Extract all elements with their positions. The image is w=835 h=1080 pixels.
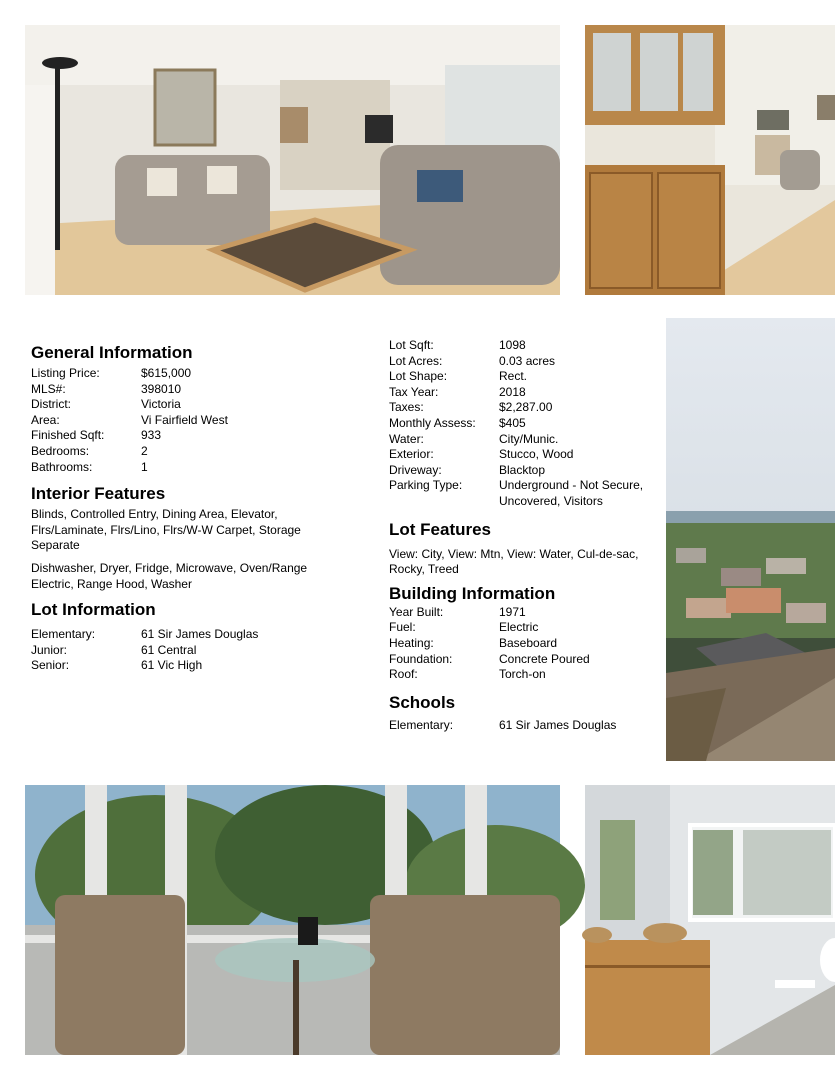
info-label: Bedrooms: bbox=[31, 443, 90, 458]
lot-information-heading: Lot Information bbox=[31, 600, 156, 620]
building-information-list bbox=[389, 605, 654, 683]
info-row bbox=[31, 444, 331, 460]
lot-row bbox=[389, 400, 654, 416]
building-label: Foundation: bbox=[389, 651, 453, 666]
info-value: Victoria bbox=[141, 397, 181, 412]
general-information-list bbox=[31, 366, 331, 475]
school-row bbox=[389, 718, 654, 734]
building-value: Electric bbox=[499, 620, 539, 635]
lot-value: $405 bbox=[499, 415, 526, 430]
info-value: 398010 bbox=[141, 381, 182, 396]
info-value: $615,000 bbox=[141, 366, 192, 380]
info-row bbox=[31, 460, 331, 476]
lot-label: Driveway: bbox=[389, 462, 442, 477]
lot-details-list bbox=[389, 338, 654, 510]
right-column bbox=[389, 338, 654, 732]
school-row bbox=[31, 643, 331, 659]
building-value: Concrete Poured bbox=[499, 651, 590, 666]
building-value: Torch-on bbox=[499, 667, 546, 682]
lot-label: Lot Shape: bbox=[389, 369, 448, 384]
building-value: Baseboard bbox=[499, 635, 558, 650]
lot-value: 1098 bbox=[499, 338, 526, 352]
interior-features-heading: Interior Features bbox=[31, 484, 166, 504]
lot-value: Underground - Not Secure, Uncovered, Visitors bbox=[499, 478, 644, 508]
building-value: 1971 bbox=[499, 604, 526, 619]
lot-row bbox=[389, 385, 654, 401]
info-label: Bathrooms: bbox=[31, 459, 93, 474]
lot-value: Rect. bbox=[499, 369, 528, 384]
school-value: 61 Sir James Douglas bbox=[141, 627, 259, 642]
school-label: Elementary: bbox=[389, 717, 454, 732]
lot-row bbox=[389, 447, 654, 463]
lot-value: Blacktop bbox=[499, 462, 546, 477]
school-row bbox=[31, 658, 331, 674]
info-label: District: bbox=[31, 397, 71, 412]
school-row bbox=[31, 627, 331, 643]
building-row bbox=[389, 652, 654, 668]
info-value: 933 bbox=[141, 428, 162, 443]
living-room-photo bbox=[25, 25, 560, 295]
lot-value: 2018 bbox=[499, 384, 526, 399]
info-row bbox=[31, 397, 331, 413]
lot-row bbox=[389, 463, 654, 479]
info-label: MLS#: bbox=[31, 381, 66, 396]
lot-value: City/Munic. bbox=[499, 431, 559, 446]
general-information-heading: General Information bbox=[31, 343, 193, 362]
left-column bbox=[31, 343, 331, 674]
lot-label: Exterior: bbox=[389, 447, 434, 462]
lot-label: Water: bbox=[389, 431, 424, 446]
dining-cabinet-photo bbox=[585, 25, 835, 295]
lot-features-text: View: City, View: Mtn, View: Water, Cul-de-sac, Rocky, Treed bbox=[389, 546, 639, 577]
school-label: Senior: bbox=[31, 658, 70, 673]
schools-list bbox=[389, 718, 654, 734]
lot-label: Parking Type: bbox=[389, 478, 463, 493]
lot-label: Lot Sqft: bbox=[389, 338, 434, 352]
info-label: Finished Sqft: bbox=[31, 428, 105, 443]
lot-features-heading: Lot Features bbox=[389, 519, 492, 539]
lot-row bbox=[389, 432, 654, 448]
lot-value: 0.03 acres bbox=[499, 353, 556, 368]
lot-value: $2,287.00 bbox=[499, 400, 553, 415]
schools-heading: Schools bbox=[389, 692, 456, 712]
bedroom-photo bbox=[585, 785, 835, 1055]
lot-label: Lot Acres: bbox=[389, 353, 443, 368]
info-value: Vi Fairfield West bbox=[141, 412, 228, 427]
lot-row bbox=[389, 416, 654, 432]
building-row bbox=[389, 620, 654, 636]
lot-label: Taxes: bbox=[389, 400, 424, 415]
building-label: Year Built: bbox=[389, 604, 444, 619]
building-label: Roof: bbox=[389, 667, 418, 682]
lot-row bbox=[389, 354, 654, 370]
lot-value: Stucco, Wood bbox=[499, 447, 574, 462]
school-value: 61 Vic High bbox=[141, 658, 203, 673]
appliances-text: Dishwasher, Dryer, Fridge, Microwave, Oven/Range Electric, Range Hood, Washer bbox=[31, 560, 308, 591]
lot-row bbox=[389, 478, 654, 509]
building-row bbox=[389, 667, 654, 683]
info-label: Listing Price: bbox=[31, 366, 100, 380]
school-label: Junior: bbox=[31, 642, 68, 657]
info-row bbox=[31, 428, 331, 444]
building-row bbox=[389, 605, 654, 621]
info-value: 1 bbox=[141, 459, 148, 474]
lot-row bbox=[389, 338, 654, 354]
info-row bbox=[31, 382, 331, 398]
info-row bbox=[31, 366, 331, 382]
info-value: 2 bbox=[141, 443, 148, 458]
lot-row bbox=[389, 369, 654, 385]
building-label: Fuel: bbox=[389, 620, 416, 635]
school-value: 61 Sir James Douglas bbox=[499, 717, 617, 732]
city-view-photo bbox=[666, 318, 835, 761]
interior-features-text: Blinds, Controlled Entry, Dining Area, Elevator, Flrs/Laminate, Flrs/Lino, Flrs/W-W Carpet, Storage Separate bbox=[31, 507, 301, 553]
school-label: Elementary: bbox=[31, 627, 96, 642]
lot-label: Tax Year: bbox=[389, 384, 439, 399]
info-label: Area: bbox=[31, 412, 60, 427]
info-row bbox=[31, 413, 331, 429]
building-row bbox=[389, 636, 654, 652]
sunroom-photo bbox=[25, 785, 560, 1055]
building-label: Heating: bbox=[389, 635, 434, 650]
building-information-heading: Building Information bbox=[389, 583, 556, 603]
lot-label: Monthly Assess: bbox=[389, 415, 476, 430]
school-value: 61 Central bbox=[141, 642, 197, 657]
lot-information-list bbox=[31, 627, 331, 674]
